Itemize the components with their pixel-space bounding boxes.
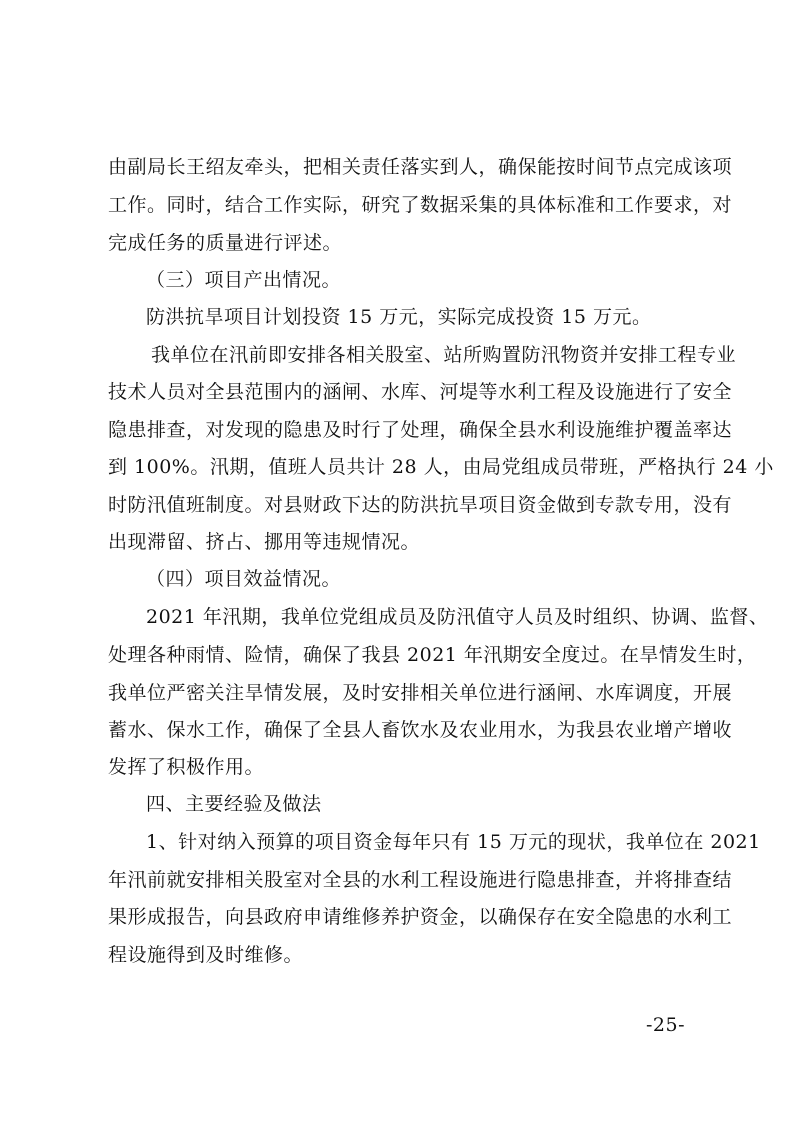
section-heading: （三）项目产出情况。 (146, 269, 342, 291)
paragraph-line: 出现滞留、挤占、挪用等违规情况。 (108, 531, 421, 553)
paragraph-line: 时防汛值班制度。对县财政下达的防洪抗旱项目资金做到专款专用，没有 (108, 494, 733, 516)
paragraph-line: 由副局长王绍友牵头，把相关责任落实到人，确保能按时间节点完成该项 (108, 156, 733, 178)
section-heading: 四、主要经验及做法 (146, 793, 322, 815)
paragraph-line: 处理各种雨情、险情，确保了我县 2021 年汛期安全度过。在旱情发生时， (108, 644, 757, 666)
paragraph-line: 隐患排查，对发现的隐患及时行了处理，确保全县水利设施维护覆盖率达 (108, 419, 733, 441)
paragraph-line: 蓄水、保水工作，确保了全县人畜饮水及农业用水，为我县农业增产增收 (108, 719, 733, 741)
paragraph-line: 完成任务的质量进行评述。 (108, 232, 343, 254)
paragraph-line: 年汛前就安排相关股室对全县的水利工程设施进行隐患排查，并将排查结 (108, 869, 733, 891)
paragraph-line: 防洪抗旱项目计划投资 15 万元，实际完成投资 15 万元。 (146, 306, 652, 328)
page-number: -25- (646, 1014, 686, 1036)
paragraph-line: 发挥了积极作用。 (108, 756, 265, 778)
paragraph-line: 1、针对纳入预算的项目资金每年只有 15 万元的现状，我单位在 2021 (146, 831, 761, 853)
paragraph-line: 程设施得到及时维修。 (108, 944, 304, 966)
paragraph-line: 技术人员对全县范围内的涵闸、水库、河堤等水利工程及设施进行了安全 (108, 381, 733, 403)
section-heading: （四）项目效益情况。 (146, 568, 342, 590)
paragraph-line: 到 100%。汛期，值班人员共计 28 人，由局党组成员带班，严格执行 24 小 (108, 456, 774, 478)
paragraph-line: 我单位严密关注旱情发展，及时安排相关单位进行涵闸、水库调度，开展 (108, 682, 733, 704)
paragraph-line: 果形成报告，向县政府申请维修养护资金，以确保存在安全隐患的水利工 (108, 906, 733, 928)
paragraph-line: 2021 年汛期，我单位党组成员及防汛值守人员及时组织、协调、监督、 (146, 606, 769, 628)
paragraph-line: 我单位在汛前即安排各相关股室、站所购置防汛物资并安排工程专业 (151, 344, 737, 366)
paragraph-line: 工作。同时，结合工作实际，研究了数据采集的具体标准和工作要求，对 (108, 194, 733, 216)
